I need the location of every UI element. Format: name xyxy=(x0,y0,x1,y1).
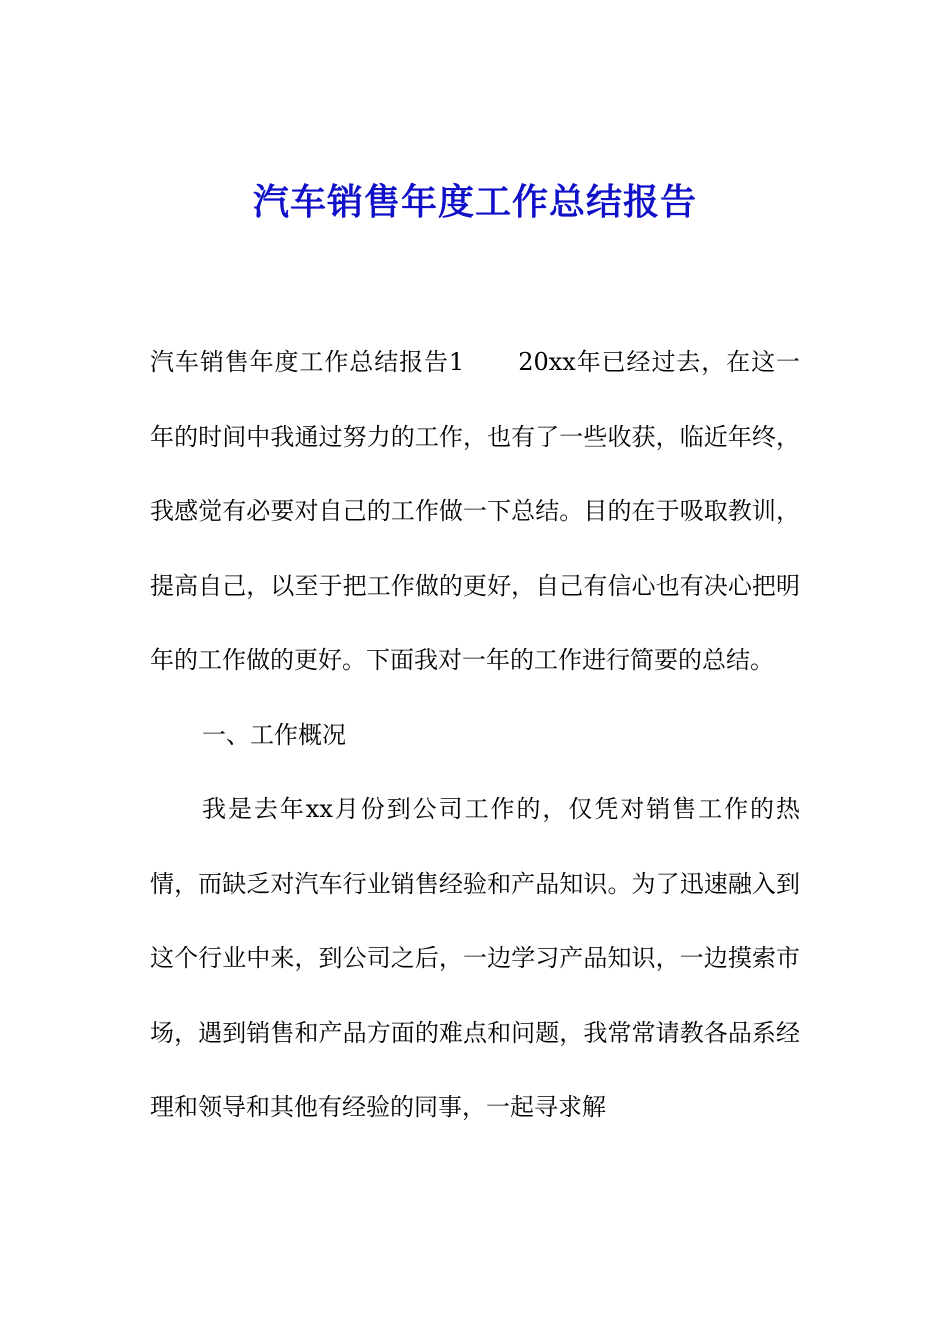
document-body xyxy=(150,325,800,1145)
intro-text: 20xx年已经过去，在这一年的时间中我通过努力的工作，也有了一些收获，临近年终，我感觉有必要对自己的工作做一下总结。目的在于吸取教训，提高自己，以至于把工作做的更好，自己有信心也有决心把明年的工作做的更好。下面我对一年的工作进行简要的总结。 xyxy=(150,348,801,674)
document-title: 汽车销售年度工作总结报告 xyxy=(252,181,697,223)
section-paragraph: 我是去年xx月份到公司工作的，仅凭对销售工作的热情，而缺乏对汽车行业销售经验和产品知识。为了迅速融入到这个行业中来，到公司之后，一边学习产品知识，一边摸索市场，遇到销售和产品方面的难点和问题，我常常请教各品系经理和领导和其他有经验的同事，一起寻求解 xyxy=(150,795,800,1121)
intro-paragraph xyxy=(150,325,800,698)
section-heading: 一、工作概况 xyxy=(202,720,346,749)
intro-label: 汽车销售年度工作总结报告1 xyxy=(150,348,465,376)
